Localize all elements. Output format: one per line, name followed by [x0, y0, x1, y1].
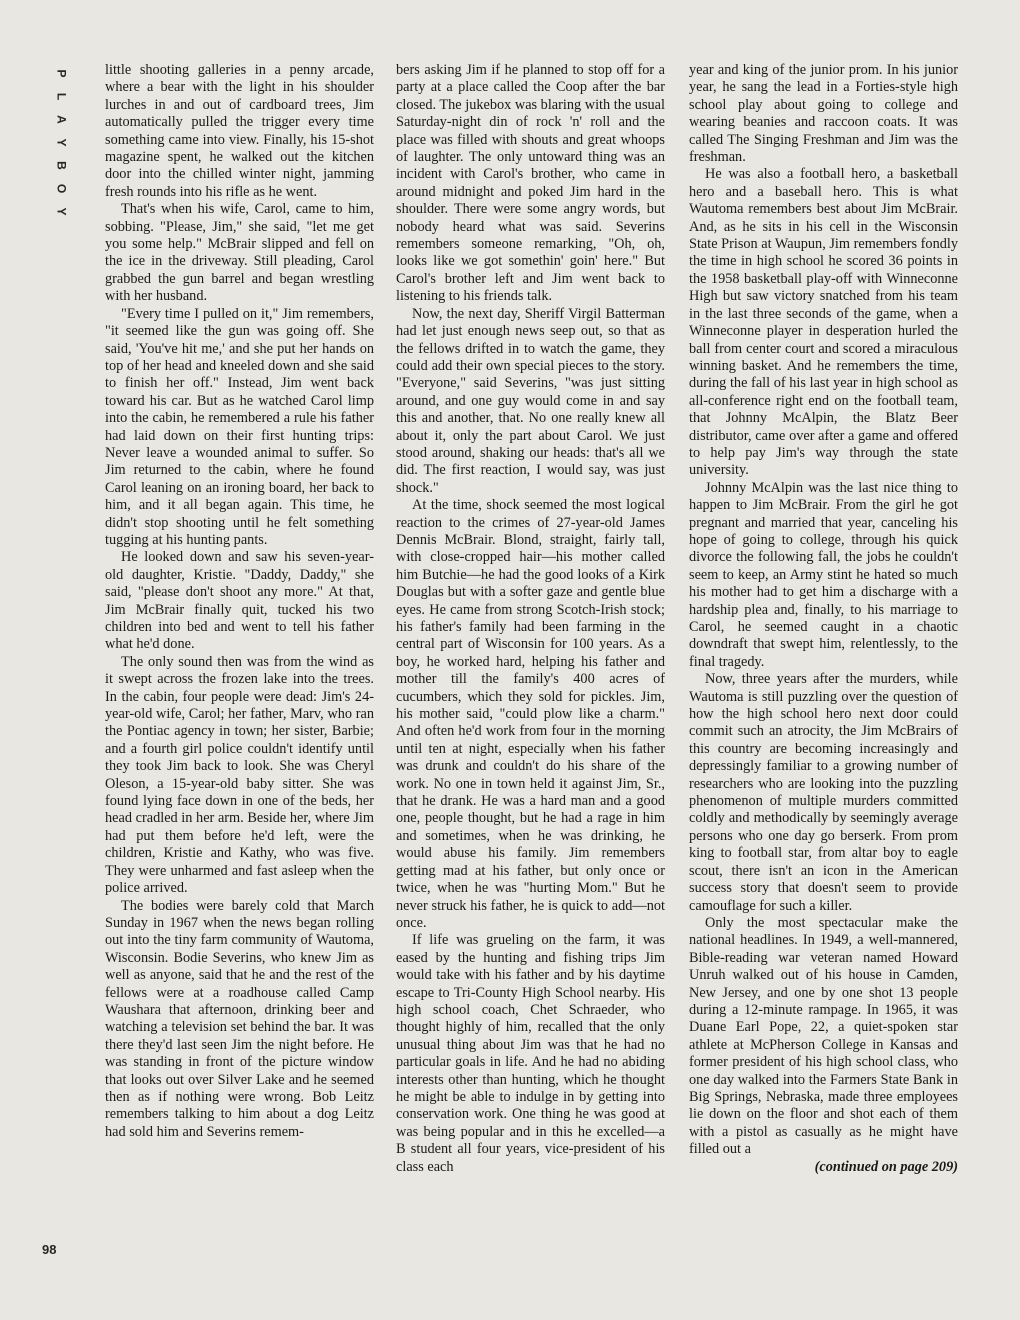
magazine-name-letter: L — [54, 92, 69, 101]
text-column-2 — [396, 62, 665, 1176]
magazine-name-letter: A — [54, 115, 69, 124]
paragraph: He looked down and saw his seven-year-old daughter, Kristie. "Daddy, Daddy," she said, "please don't shoot any more." At that, Jim McBrair finally quit, tucked his two children into bed and went to tell his father what he'd done. — [105, 549, 374, 653]
magazine-name-letter: Y — [54, 138, 69, 147]
text-column-3 — [689, 62, 958, 1176]
paragraph: Now, three years after the murders, while Wautoma is still puzzling over the question of how the high school hero next door could commit such an atrocity, the Jim McBrairs of this country are becoming increasingly and depressingly familiar to a growing number of researchers who are looking into the puzzling phenomenon of multiple murders committed coldly and methodically by seemingly average persons who one day go berserk. From prom king to football star, from altar boy to eagle scout, there isn't an icon in the American success story that doesn't seem to provide camouflage for such a killer. — [689, 671, 958, 914]
magazine-name-letter: O — [54, 183, 69, 194]
continued-note: (continued on page 209) — [814, 1158, 958, 1175]
paragraph: The only sound then was from the wind as it swept across the frozen lake into the trees. In the cabin, four people were dead: Jim's 24-year-old wife, Carol; her father, Marv, who ran the Pontiac agency in town; her sister, Barbie; and a fourth girl police couldn't identify until they took Jim back to look. She was Cheryl Oleson, a 15-year-old baby sitter. She was found lying face down in one of the beds, her head cradled in her arm. Beside her, where Jim had put them before he'd left, were the children, Kristie and Kathy, who was five. They were unharmed and fast asleep when the police arrived. — [105, 653, 374, 897]
magazine-name-letter: Y — [54, 207, 69, 216]
paragraph: At the time, shock seemed the most logical reaction to the crimes of 27-year-old James Dennis McBrair. Blond, straight, fairly tall, with close-cropped hair—his mother called him Butchie—he had the good looks of a Kirk Douglas but with a softer gaze and gentle blue eyes. He came from strong Scotch-Irish stock; his father's family had been farming in the central part of Wisconsin for 100 years. As a boy, he worked hard, helping his father and mother till the family's 400 acres of cucumbers, which they sold for pickles. Jim, his mother said, "could plow like a charm." And often he'd work from four in the morning until ten at night, especially when his father was drunk and couldn't do his share of the work. No one in town held it against Jim, Sr., that he drank. He was a hard man and a good one, people thought, but he had a rage in him and sometimes, when he was drinking, he would abuse his family. Jim remembers getting mad at his father, but only once or twice, when he was "hurting Mom." But he never struck his father, he is quick to add—not once. — [396, 497, 665, 931]
paragraph: That's when his wife, Carol, came to him, sobbing. "Please, Jim," she said, "let me get you some help." McBrair slipped and fell on the ice in the driveway. Still pleading, Carol grabbed the gun barrel and began wrestling with her husband. — [105, 201, 374, 305]
paragraph: If life was grueling on the farm, it was eased by the hunting and fishing trips Jim would take with his father and by his daytime escape to Tri-County High School nearby. His high school coach, Chet Schraeder, who thought highly of him, recalled that the only unusual thing about Jim was that he had no particular goals in life. And he had no abiding interests other than hunting, which he thought he might be able to indulge in by getting into conservation work. One thing he was good at was being popular and in this he excelled—a B student all four years, vice-president of his class each — [396, 932, 665, 1175]
magazine-name-letter: B — [54, 161, 69, 170]
text-column-1 — [105, 62, 374, 1141]
paragraph: year and king of the junior prom. In his junior year, he sang the lead in a Forties-style high school play about going to college and wearing beanies and raccoon coats. It was called The Singing Freshman and Jim was the freshman. — [689, 62, 958, 166]
paragraph: He was also a football hero, a basketball hero and a baseball hero. This is what Wautoma remembers best about Jim McBrair. And, as he sits in his cell in the Wisconsin State Prison at Waupun, Jim remembers fondly the time in high school he scored 36 points in the 1958 basketball play-off with Winneconne High but saw victory snatched from his team in the last three seconds of the game, when a Winneconne player in desperation hurled the ball from center court and scored a miraculous winning basket. And he remembers the time, during the fall of his last year in high school as all-conference right end on the football team, that Johnny McAlpin, the Blatz Beer distributor, came over after a game and offered to help pay Jim's way through the state university. — [689, 166, 958, 479]
paragraph: Johnny McAlpin was the last nice thing to happen to Jim McBrair. From the girl he got pregnant and married that year, canceling his hope of going to college, through his quick divorce the following fall, the jobs he couldn't seem to keep, an Army stint he hated so much his mother had to get him a discharge with a hardship plea and, finally, to his marriage to Carol, he seemed caught in a chaotic downdraft that swept him, relentlessly, to the final tragedy. — [689, 479, 958, 670]
paragraph: bers asking Jim if he planned to stop off for a party at a place called the Coop after the bar closed. The jukebox was blaring with the usual Saturday-night din of rock 'n' roll and the place was filled with shouts and great whoops of laughter. The only untoward thing was an incident with Carol's brother, who came in around midnight and poked Jim hard in the shoulder. There were some angry words, but nobody heard what was said. Severins remembers someone remarking, "Oh, oh, looks like we got somethin' goin' here." But Carol's brother left and Jim went back to listening to his friends talk. — [396, 62, 665, 305]
paragraph: little shooting galleries in a penny arcade, where a bear with the light in his shoulder lurches in and out of cardboard trees, Jim automatically pulled the trigger every time something came into view. Finally, his 15-shot magazine spent, he walked out the kitchen door into the chilled winter night, jamming fresh rounds into his rifle as he went. — [105, 62, 374, 200]
paragraph: The bodies were barely cold that March Sunday in 1967 when the news began rolling out into the tiny farm community of Wautoma, Wisconsin. Bodie Severins, who knew Jim as well as anyone, said that he and the rest of the fellows were at a roadhouse called Camp Waushara that afternoon, drinking beer and watching a television set behind the bar. It was there they'd last seen Jim the night before. He was standing in front of the picture window that looks out over Silver Lake and he seemed then as if nothing were wrong. Bob Leitz remembers talking to him about a dog Leitz had sold him and Severins remem- — [105, 897, 374, 1140]
paragraph: Now, the next day, Sheriff Virgil Batterman had let just enough news seep out, so that as the fellows drifted in to watch the game, they could add their own special pieces to the story. "Everyone," said Severins, "was just sitting around, and one guy would come in and say this and another, that. No one really knew all about it, only the part about Carol. We just stood around, shaking our heads: that's all we did. The first reaction, I would say, was just shock." — [396, 305, 665, 496]
page-number: 98 — [42, 1242, 57, 1257]
magazine-name-vertical — [54, 62, 68, 223]
magazine-name-letter: P — [54, 69, 69, 78]
paragraph: "Every time I pulled on it," Jim remembers, "it seemed like the gun was going off. She said, 'You've hit me,' and she put her hands on top of her head and kneeled down and she said to finish her off." Instead, Jim went back toward his car. But as he watched Carol limp into the cabin, he remembered a rule his father had laid down on their first hunting trips: Never leave a wounded animal to suffer. So Jim returned to the cabin, where he found Carol leaning on an ironing board, her back to him, and it all began again. This time, he didn't stop shooting until he felt something tugging at his hunting pants. — [105, 305, 374, 548]
paragraph: Only the most spectacular make the national headlines. In 1949, a well-mannered, Bible-reading war veteran named Howard Unruh walked out of his house in Camden, New Jersey, and one by one shot 13 people during a 12-minute rampage. In 1965, it was Duane Earl Pope, 22, a quiet-spoken star athlete at McPherson College in Kansas and former president of his high school class, who one day walked into the Farmers State Bank in Big Springs, Nebraska, made three employees lie down on the floor and shot each of them with a pistol as casually as he might have filled out a — [689, 914, 958, 1158]
